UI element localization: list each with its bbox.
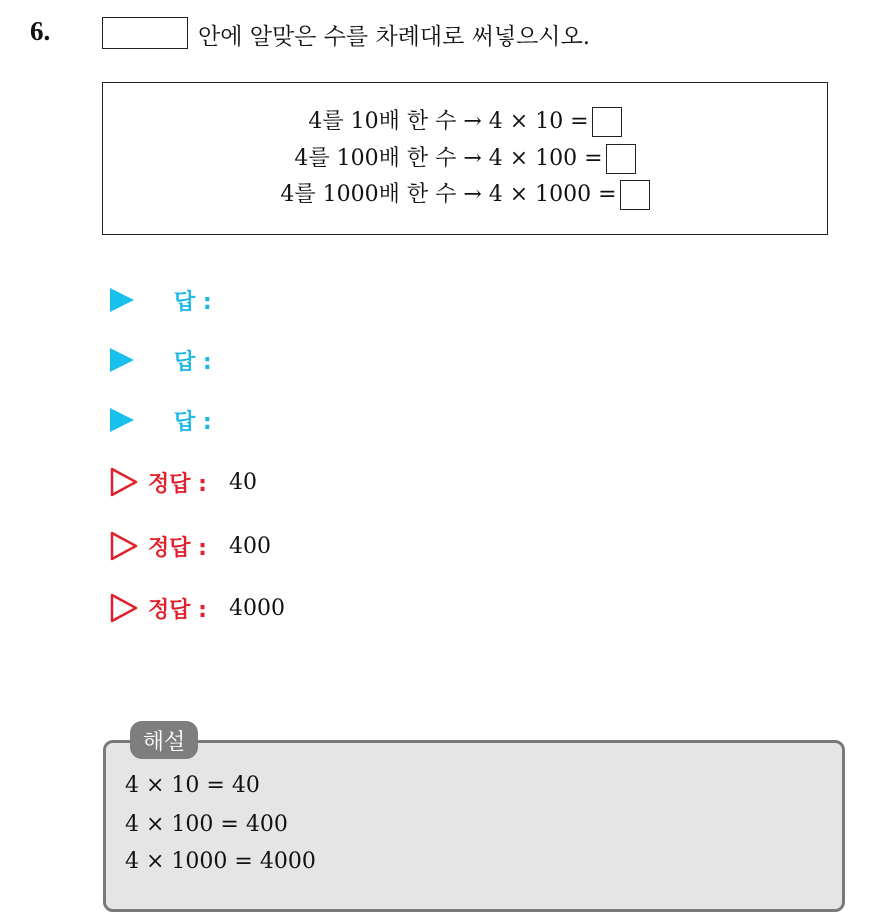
outline-triangle-icon [110, 531, 138, 561]
correct-answer-row-2 [110, 528, 271, 564]
problem-box [102, 82, 828, 235]
answer-row-3 [110, 404, 212, 436]
problem-line-1-text: 4를 10배 한 수 → 4 × 10 = [308, 109, 589, 134]
outline-triangle-icon [110, 467, 138, 497]
problem-blank-2 [606, 144, 636, 174]
correct-answer-value: 40 [228, 469, 257, 495]
solution-line-3: 4 × 1000 = 4000 [125, 849, 316, 874]
correct-answer-value: 4000 [228, 595, 285, 621]
problem-line-3-text: 4를 1000배 한 수 → 4 × 1000 = [280, 182, 617, 207]
problem-line-1 [103, 106, 827, 138]
play-triangle-icon [110, 408, 134, 432]
answer-label: 답 : [174, 289, 212, 315]
correct-answer-label: 정답 : [148, 471, 207, 497]
question-text: 안에 알맞은 수를 차례대로 써넣으시오. [198, 24, 591, 50]
problem-line-2 [103, 143, 827, 175]
outline-triangle-icon [110, 593, 138, 623]
answer-blank-box [102, 17, 188, 49]
solution-line-1: 4 × 10 = 40 [125, 773, 260, 798]
correct-answer-row-3 [110, 590, 285, 626]
solution-line-2: 4 × 100 = 400 [125, 812, 288, 837]
correct-answer-label: 정답 : [148, 597, 207, 623]
play-triangle-icon [110, 348, 134, 372]
solution-tag: 해설 [130, 721, 198, 759]
problem-line-2-text: 4를 100배 한 수 → 4 × 100 = [294, 146, 603, 171]
problem-blank-3 [620, 180, 650, 210]
answer-row-2 [110, 344, 212, 376]
answer-row-1 [110, 284, 212, 316]
correct-answer-row-1 [110, 464, 257, 500]
correct-answer-label: 정답 : [148, 535, 207, 561]
correct-answer-value: 400 [228, 533, 271, 559]
answer-label: 답 : [174, 349, 212, 375]
question-number: 6. [30, 16, 51, 46]
answer-label: 답 : [174, 409, 212, 435]
problem-line-3 [103, 179, 827, 211]
play-triangle-icon [110, 288, 134, 312]
problem-blank-1 [592, 107, 622, 137]
